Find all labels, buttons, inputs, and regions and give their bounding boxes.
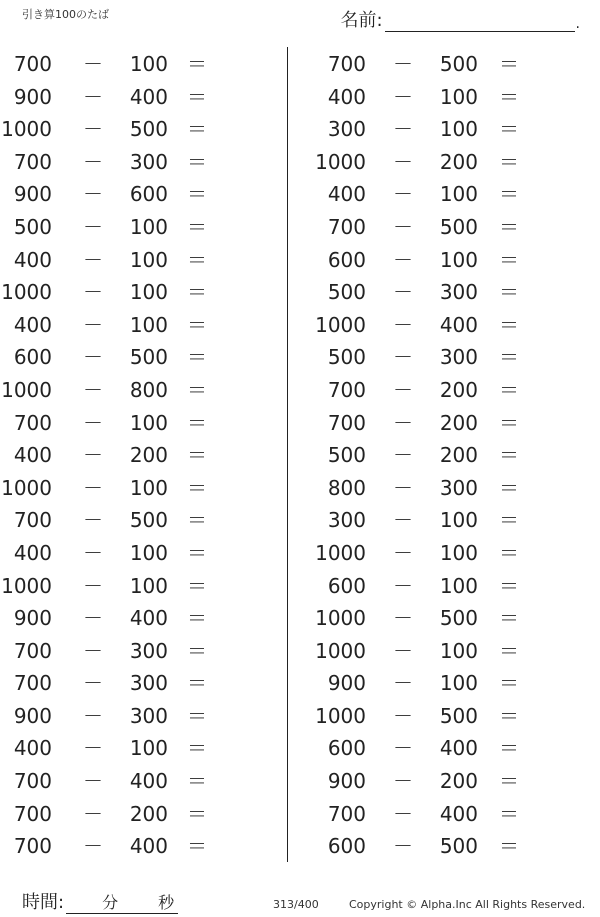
subtrahend: 400: [129, 834, 168, 859]
minuend: 1000: [315, 638, 366, 663]
minuend: 700: [13, 52, 52, 76]
problem-row: [310, 504, 590, 537]
subtrahend: 100: [439, 671, 478, 696]
equals-sign: ＝: [187, 312, 207, 337]
minuend: 1000: [315, 312, 366, 337]
problem-row: [310, 341, 590, 374]
minus-sign: －: [393, 834, 413, 859]
minus-sign: －: [83, 801, 103, 826]
time-blank-line: [66, 891, 178, 914]
column-divider: [287, 47, 288, 862]
problem-row: [310, 276, 590, 309]
minuend: 900: [327, 769, 366, 794]
problem-row: [0, 667, 280, 700]
minuend: 400: [13, 736, 52, 761]
equals-sign: ＝: [499, 736, 519, 761]
problem-row: [310, 830, 590, 863]
equals-sign: ＝: [499, 280, 519, 305]
subtrahend: 400: [439, 736, 478, 761]
minus-sign: －: [83, 410, 103, 435]
problem-row: [0, 602, 280, 635]
equals-sign: ＝: [499, 606, 519, 631]
equals-sign: ＝: [499, 638, 519, 663]
minuend: 1000: [1, 377, 52, 402]
problem-row: [0, 211, 280, 244]
minuend: 1000: [1, 475, 52, 500]
problem-row: [0, 178, 280, 211]
minuend: 1000: [1, 117, 52, 142]
equals-sign: ＝: [499, 182, 519, 207]
minus-sign: －: [393, 182, 413, 207]
subtrahend: 300: [439, 475, 478, 500]
equals-sign: ＝: [187, 508, 207, 533]
minus-sign: －: [83, 117, 103, 142]
minus-sign: －: [393, 475, 413, 500]
problem-row: [310, 732, 590, 765]
problem-row: [310, 309, 590, 342]
minus-sign: －: [393, 377, 413, 402]
problem-row: [0, 504, 280, 537]
subtrahend: 100: [439, 84, 478, 109]
subtrahend: 200: [439, 769, 478, 794]
minuend: 500: [13, 214, 52, 239]
minus-sign: －: [393, 149, 413, 174]
right-problem-column: [310, 48, 590, 863]
minus-sign: －: [393, 638, 413, 663]
minus-sign: －: [393, 606, 413, 631]
minus-sign: －: [393, 84, 413, 109]
subtrahend: 300: [129, 638, 168, 663]
minuend: 1000: [315, 149, 366, 174]
subtrahend: 100: [129, 540, 168, 565]
equals-sign: ＝: [499, 801, 519, 826]
page-number: 313/400: [273, 898, 319, 911]
minuend: 600: [327, 247, 366, 272]
name-end-mark: .: [575, 16, 580, 32]
subtrahend: 400: [129, 84, 168, 109]
subtrahend: 500: [129, 508, 168, 533]
problem-row: [0, 341, 280, 374]
seconds-label: 秒: [158, 893, 175, 912]
minuend: 600: [13, 345, 52, 370]
equals-sign: ＝: [499, 52, 519, 76]
equals-sign: ＝: [187, 247, 207, 272]
minuend: 700: [13, 410, 52, 435]
minus-sign: －: [393, 769, 413, 794]
equals-sign: ＝: [499, 214, 519, 239]
minus-sign: －: [83, 280, 103, 305]
minuend: 1000: [315, 540, 366, 565]
problem-row: [0, 765, 280, 798]
equals-sign: ＝: [187, 671, 207, 696]
equals-sign: ＝: [499, 247, 519, 272]
minus-sign: －: [393, 247, 413, 272]
problem-row: [0, 472, 280, 505]
problem-row: [310, 635, 590, 668]
minuend: 400: [13, 443, 52, 468]
equals-sign: ＝: [499, 377, 519, 402]
minus-sign: －: [83, 214, 103, 239]
minuend: 300: [327, 508, 366, 533]
minuend: 900: [13, 606, 52, 631]
subtrahend: 100: [129, 736, 168, 761]
equals-sign: ＝: [187, 182, 207, 207]
subtrahend: 200: [129, 443, 168, 468]
minuend: 400: [327, 84, 366, 109]
minuend: 500: [327, 443, 366, 468]
problem-row: [310, 374, 590, 407]
problem-row: [310, 667, 590, 700]
problem-row: [310, 211, 590, 244]
minus-sign: －: [83, 769, 103, 794]
problem-row: [0, 537, 280, 570]
minuend: 1000: [1, 573, 52, 598]
minuend: 500: [327, 345, 366, 370]
subtrahend: 500: [439, 52, 478, 76]
minus-sign: －: [393, 508, 413, 533]
subtrahend: 100: [129, 475, 168, 500]
equals-sign: ＝: [187, 769, 207, 794]
subtrahend: 800: [129, 377, 168, 402]
minus-sign: －: [83, 540, 103, 565]
minuend: 700: [327, 214, 366, 239]
equals-sign: ＝: [499, 149, 519, 174]
equals-sign: ＝: [499, 834, 519, 859]
minus-sign: －: [83, 443, 103, 468]
name-field: [340, 6, 580, 32]
equals-sign: ＝: [187, 410, 207, 435]
subtrahend: 100: [129, 312, 168, 337]
problem-row: [310, 48, 590, 81]
minus-sign: －: [83, 671, 103, 696]
minuend: 700: [13, 801, 52, 826]
minus-sign: －: [83, 508, 103, 533]
problem-row: [0, 635, 280, 668]
minuend: 700: [327, 410, 366, 435]
subtrahend: 500: [129, 345, 168, 370]
name-label: 名前:: [340, 10, 383, 31]
equals-sign: ＝: [499, 769, 519, 794]
problem-row: [310, 602, 590, 635]
minus-sign: －: [393, 280, 413, 305]
problem-row: [0, 146, 280, 179]
minus-sign: －: [83, 377, 103, 402]
minus-sign: －: [83, 345, 103, 370]
subtrahend: 200: [439, 443, 478, 468]
copyright-notice: Copyright © Alpha.Inc All Rights Reserved.: [349, 898, 586, 911]
minuend: 700: [13, 671, 52, 696]
minuend: 1000: [315, 606, 366, 631]
subtrahend: 100: [439, 573, 478, 598]
worksheet-title: 引き算100のたば: [22, 8, 109, 21]
problem-row: [0, 113, 280, 146]
equals-sign: ＝: [187, 703, 207, 728]
subtrahend: 200: [439, 377, 478, 402]
minus-sign: －: [393, 573, 413, 598]
minus-sign: －: [393, 410, 413, 435]
minus-sign: －: [83, 703, 103, 728]
problem-row: [310, 81, 590, 114]
minuend: 400: [13, 312, 52, 337]
minuend: 1000: [315, 703, 366, 728]
minus-sign: －: [83, 606, 103, 631]
equals-sign: ＝: [499, 475, 519, 500]
minuend: 700: [13, 769, 52, 794]
problem-row: [0, 570, 280, 603]
problem-row: [0, 276, 280, 309]
equals-sign: ＝: [187, 149, 207, 174]
equals-sign: ＝: [187, 573, 207, 598]
minus-sign: －: [83, 84, 103, 109]
left-problem-column: [0, 48, 280, 863]
subtrahend: 300: [439, 345, 478, 370]
minuend: 700: [327, 377, 366, 402]
minus-sign: －: [393, 540, 413, 565]
minus-sign: －: [83, 736, 103, 761]
equals-sign: ＝: [187, 280, 207, 305]
minus-sign: －: [83, 475, 103, 500]
equals-sign: ＝: [499, 117, 519, 142]
minus-sign: －: [83, 182, 103, 207]
equals-sign: ＝: [499, 443, 519, 468]
minuend: 700: [13, 638, 52, 663]
equals-sign: ＝: [187, 736, 207, 761]
minuend: 700: [13, 508, 52, 533]
equals-sign: ＝: [499, 540, 519, 565]
subtrahend: 500: [129, 117, 168, 142]
minuend: 900: [327, 671, 366, 696]
subtrahend: 100: [129, 247, 168, 272]
minuend: 800: [327, 475, 366, 500]
equals-sign: ＝: [187, 475, 207, 500]
minus-sign: －: [393, 801, 413, 826]
equals-sign: ＝: [187, 834, 207, 859]
subtrahend: 300: [129, 149, 168, 174]
subtrahend: 300: [439, 280, 478, 305]
problem-row: [310, 472, 590, 505]
time-field: [22, 888, 178, 914]
problem-row: [0, 81, 280, 114]
subtrahend: 200: [129, 801, 168, 826]
minus-sign: －: [393, 312, 413, 337]
problem-row: [0, 700, 280, 733]
equals-sign: ＝: [187, 84, 207, 109]
problem-row: [0, 439, 280, 472]
problem-row: [310, 407, 590, 440]
equals-sign: ＝: [499, 703, 519, 728]
minuend: 900: [13, 84, 52, 109]
problem-row: [0, 407, 280, 440]
equals-sign: ＝: [187, 345, 207, 370]
subtrahend: 400: [129, 606, 168, 631]
minutes-label: 分: [102, 893, 119, 912]
problem-row: [0, 48, 280, 81]
subtrahend: 400: [439, 312, 478, 337]
problem-row: [310, 700, 590, 733]
equals-sign: ＝: [187, 52, 207, 76]
equals-sign: ＝: [499, 573, 519, 598]
problem-row: [310, 765, 590, 798]
minuend: 300: [327, 117, 366, 142]
subtrahend: 500: [439, 606, 478, 631]
minuend: 700: [327, 801, 366, 826]
equals-sign: ＝: [187, 443, 207, 468]
minuend: 400: [327, 182, 366, 207]
minus-sign: －: [393, 117, 413, 142]
minus-sign: －: [83, 573, 103, 598]
subtrahend: 500: [439, 834, 478, 859]
subtrahend: 400: [129, 769, 168, 794]
subtrahend: 100: [439, 638, 478, 663]
subtrahend: 100: [439, 540, 478, 565]
subtrahend: 600: [129, 182, 168, 207]
minuend: 400: [13, 247, 52, 272]
minus-sign: －: [393, 671, 413, 696]
subtrahend: 100: [129, 52, 168, 76]
equals-sign: ＝: [499, 345, 519, 370]
equals-sign: ＝: [187, 214, 207, 239]
minus-sign: －: [393, 214, 413, 239]
subtrahend: 100: [439, 508, 478, 533]
subtrahend: 100: [129, 280, 168, 305]
subtrahend: 500: [439, 214, 478, 239]
minus-sign: －: [393, 345, 413, 370]
subtrahend: 200: [439, 410, 478, 435]
problem-row: [0, 798, 280, 831]
equals-sign: ＝: [187, 801, 207, 826]
subtrahend: 100: [439, 247, 478, 272]
subtrahend: 200: [439, 149, 478, 174]
subtrahend: 100: [129, 214, 168, 239]
problem-row: [0, 309, 280, 342]
minuend: 700: [13, 149, 52, 174]
equals-sign: ＝: [187, 117, 207, 142]
minus-sign: －: [83, 247, 103, 272]
equals-sign: ＝: [499, 671, 519, 696]
minus-sign: －: [393, 703, 413, 728]
subtrahend: 400: [439, 801, 478, 826]
problem-row: [310, 798, 590, 831]
subtrahend: 100: [129, 410, 168, 435]
minuend: 700: [327, 52, 366, 76]
equals-sign: ＝: [499, 312, 519, 337]
problem-row: [310, 244, 590, 277]
equals-sign: ＝: [499, 410, 519, 435]
problem-row: [310, 146, 590, 179]
time-label: 時間:: [22, 892, 65, 913]
equals-sign: ＝: [187, 606, 207, 631]
minuend: 400: [13, 540, 52, 565]
problem-row: [310, 570, 590, 603]
problem-row: [310, 113, 590, 146]
problem-row: [0, 830, 280, 863]
subtrahend: 100: [439, 117, 478, 142]
minus-sign: －: [393, 736, 413, 761]
minuend: 600: [327, 834, 366, 859]
subtrahend: 100: [439, 182, 478, 207]
minus-sign: －: [83, 52, 103, 76]
equals-sign: ＝: [187, 377, 207, 402]
equals-sign: ＝: [187, 638, 207, 663]
equals-sign: ＝: [499, 84, 519, 109]
subtrahend: 100: [129, 573, 168, 598]
equals-sign: ＝: [187, 540, 207, 565]
minus-sign: －: [83, 834, 103, 859]
problem-row: [310, 439, 590, 472]
subtrahend: 300: [129, 671, 168, 696]
problem-row: [0, 732, 280, 765]
problem-row: [310, 178, 590, 211]
minuend: 1000: [1, 280, 52, 305]
name-blank-line: [385, 13, 575, 32]
minus-sign: －: [83, 149, 103, 174]
minuend: 900: [13, 182, 52, 207]
minus-sign: －: [393, 443, 413, 468]
problem-row: [0, 244, 280, 277]
minus-sign: －: [83, 312, 103, 337]
minuend: 900: [13, 703, 52, 728]
minus-sign: －: [393, 52, 413, 76]
problem-row: [310, 537, 590, 570]
minuend: 700: [13, 834, 52, 859]
minus-sign: －: [83, 638, 103, 663]
subtrahend: 500: [439, 703, 478, 728]
minuend: 500: [327, 280, 366, 305]
problem-row: [0, 374, 280, 407]
minuend: 600: [327, 573, 366, 598]
minuend: 600: [327, 736, 366, 761]
subtrahend: 300: [129, 703, 168, 728]
equals-sign: ＝: [499, 508, 519, 533]
